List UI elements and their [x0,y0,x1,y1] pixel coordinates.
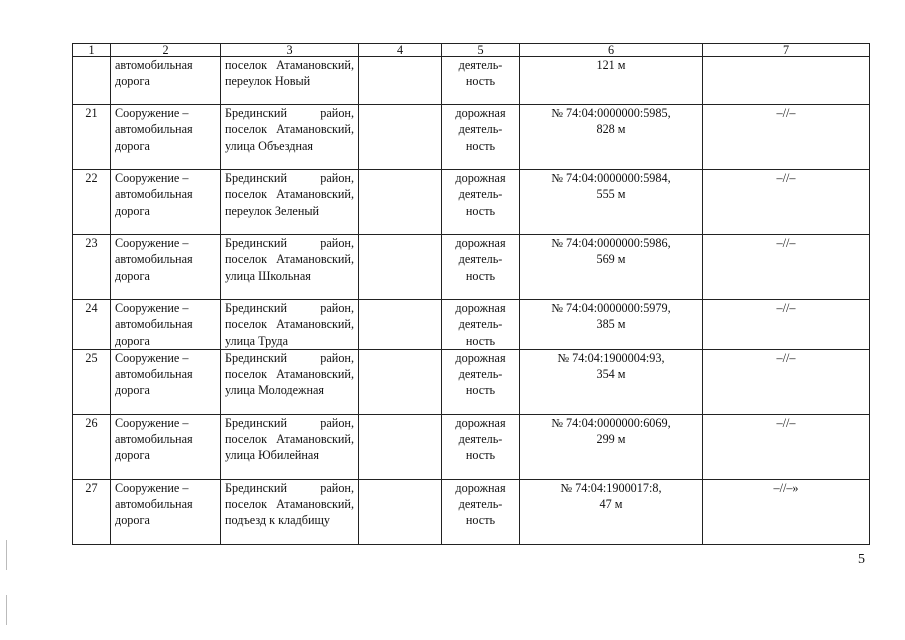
object-purpose: дорожная деятель- ность [442,105,520,170]
cadastral-number: 121 м [520,57,703,105]
column-4-value [359,170,442,235]
row-number: 22 [73,170,111,235]
object-location: Брединский район, поселок Атамановский, улица Объездная [221,105,359,170]
row-number: 24 [73,300,111,350]
row-number: 21 [73,105,111,170]
scan-artifact [6,540,7,570]
object-type: Сооружение – автомобильная дорога [111,170,221,235]
cadastral-number: № 74:04:0000000:5985, 828 м [520,105,703,170]
column-4-value [359,57,442,105]
object-location: Брединский район, поселок Атамановский, улица Труда [221,300,359,350]
column-4-value [359,105,442,170]
object-location: Брединский район, поселок Атамановский, улица Школьная [221,235,359,300]
object-type: Сооружение – автомобильная дорога [111,349,221,414]
object-type: Сооружение – автомобильная дорога [111,105,221,170]
cadastral-number: № 74:04:0000000:5984, 555 м [520,170,703,235]
table-row [73,300,870,350]
property-register-table [72,43,870,545]
table-row [73,349,870,414]
object-purpose: дорожная деятель- ность [442,300,520,350]
row-note: –//– [703,349,870,414]
cadastral-number: № 74:04:0000000:5979, 385 м [520,300,703,350]
header-row [73,44,870,57]
cadastral-number: № 74:04:1900017:8, 47 м [520,479,703,544]
row-number: 25 [73,349,111,414]
object-purpose: деятель- ность [442,57,520,105]
object-type: Сооружение – автомобильная дорога [111,479,221,544]
table-row [73,414,870,479]
row-number [73,57,111,105]
table-row [73,57,870,105]
cadastral-number: № 74:04:0000000:5986, 569 м [520,235,703,300]
object-type: Сооружение – автомобильная дорога [111,300,221,350]
object-location: Брединский район, поселок Атамановский, улица Юбилейная [221,414,359,479]
table-row [73,479,870,544]
object-purpose: дорожная деятель- ность [442,414,520,479]
column-header: 7 [703,44,870,57]
column-header: 4 [359,44,442,57]
object-location: поселок Атамановский, переулок Новый [221,57,359,105]
object-type: Сооружение – автомобильная дорога [111,235,221,300]
object-type: Сооружение – автомобильная дорога [111,414,221,479]
row-number: 26 [73,414,111,479]
column-4-value [359,414,442,479]
column-header: 3 [221,44,359,57]
object-location: Брединский район, поселок Атамановский, подъезд к кладбищу [221,479,359,544]
row-note: –//– [703,300,870,350]
object-type: автомобильная дорога [111,57,221,105]
row-note [703,57,870,105]
scan-artifact [6,595,7,625]
column-header: 1 [73,44,111,57]
object-location: Брединский район, поселок Атамановский, переулок Зеленый [221,170,359,235]
row-number: 27 [73,479,111,544]
object-purpose: дорожная деятель- ность [442,235,520,300]
row-note: –//– [703,414,870,479]
column-header: 6 [520,44,703,57]
table-row [73,170,870,235]
cadastral-number: № 74:04:0000000:6069, 299 м [520,414,703,479]
row-note: –//– [703,235,870,300]
object-purpose: дорожная деятель- ность [442,349,520,414]
object-purpose: дорожная деятель- ность [442,170,520,235]
column-4-value [359,349,442,414]
object-location: Брединский район, поселок Атамановский, улица Молодежная [221,349,359,414]
cadastral-number: № 74:04:1900004:93, 354 м [520,349,703,414]
table-row [73,105,870,170]
table-row [73,235,870,300]
row-note: –//– [703,105,870,170]
column-header: 5 [442,44,520,57]
row-number: 23 [73,235,111,300]
page-number: 5 [858,552,865,567]
row-note: –//–» [703,479,870,544]
column-4-value [359,235,442,300]
column-header: 2 [111,44,221,57]
row-note: –//– [703,170,870,235]
column-4-value [359,300,442,350]
object-purpose: дорожная деятель- ность [442,479,520,544]
column-4-value [359,479,442,544]
